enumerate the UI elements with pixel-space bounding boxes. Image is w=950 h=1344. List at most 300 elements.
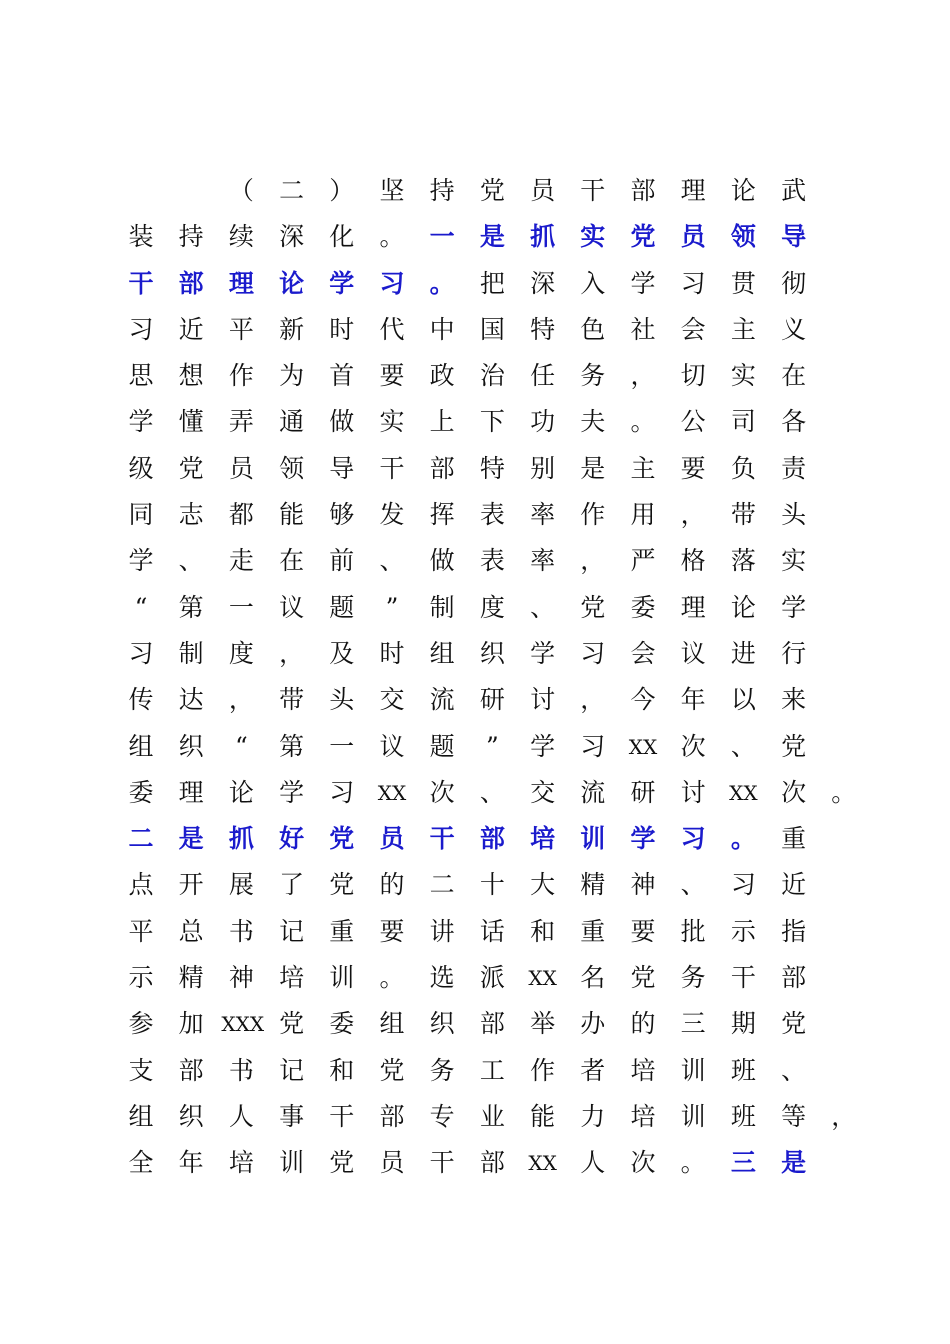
text-char: 干 [379,453,405,483]
text-char: 重 [580,916,606,946]
highlighted-char: 部 [178,268,204,298]
text-char: 示 [128,963,154,993]
text-char: 织 [429,1009,455,1039]
text-char: 年 [178,1148,204,1178]
text-char: 够 [329,500,355,530]
text-char: 落 [730,546,756,576]
text-char: 员 [228,453,254,483]
text-char: 制 [429,592,455,622]
text-char: 习 [680,268,706,298]
text-char: 示 [730,916,756,946]
text-char: 二 [279,176,305,205]
text-char: 习 [128,314,154,344]
text-char: 为 [279,361,305,391]
text-char: 训 [279,1148,305,1178]
highlighted-char: 训 [580,824,606,854]
text-char: 格 [680,546,706,576]
highlighted-char: 学 [630,824,656,854]
highlighted-char: 。 [730,824,756,854]
text-char: ， [680,500,706,530]
text-char: XX [528,966,557,991]
text-line [0,909,950,955]
text-char: 选 [429,963,455,993]
text-char: 大 [530,870,556,900]
text-char: 举 [530,1009,556,1039]
text-char: 组 [128,731,154,761]
text-char: 神 [630,870,656,900]
text-char: 事 [279,1101,305,1131]
text-char: 在 [279,546,305,576]
text-char: 领 [279,453,305,483]
text-char: 表 [479,546,505,576]
text-char: 三 [680,1009,706,1039]
text-char: ， [580,685,606,715]
text-char: 二 [429,870,455,900]
text-char: 一 [329,731,355,761]
text-char: 是 [580,453,606,483]
highlighted-char: 部 [479,824,505,854]
text-char: 主 [730,314,756,344]
text-char: 任 [530,361,556,391]
text-char: 进 [730,638,756,668]
text-char: 组 [379,1009,405,1039]
text-char: 名 [580,963,606,993]
text-char: “ [134,592,148,622]
text-char: 重 [781,824,807,854]
body-text [0,168,950,1187]
text-char: 想 [178,361,204,391]
text-line [0,770,950,816]
text-line [0,862,950,908]
text-char: 部 [479,1009,505,1039]
text-char: 实 [781,546,807,576]
text-char: 部 [479,1148,505,1178]
text-char: 中 [429,314,455,344]
text-char: 度 [228,638,254,668]
highlighted-char: 导 [781,222,807,252]
text-char: 开 [178,870,204,900]
text-char: 支 [128,1055,154,1085]
text-char: 党 [279,1009,305,1039]
text-char: 部 [429,453,455,483]
text-char: 作 [580,500,606,530]
text-char: 和 [329,1055,355,1085]
text-char: 、 [479,777,505,807]
text-line [0,955,950,1001]
highlighted-char: 实 [580,222,606,252]
text-char: 研 [479,685,505,715]
highlighted-char: 一 [429,222,455,252]
text-char: 表 [479,500,505,530]
text-char: 带 [730,500,756,530]
text-char: 织 [479,638,505,668]
text-char: 要 [680,453,706,483]
text-line [0,353,950,399]
text-char: 加 [178,1009,204,1039]
text-char: 能 [530,1101,556,1131]
text-char: 论 [730,176,756,205]
text-char: 精 [580,870,606,900]
text-char: 级 [128,453,154,483]
text-char: 今 [630,685,656,715]
text-char: 论 [228,777,254,807]
text-char: 务 [580,361,606,391]
text-char: 、 [379,546,405,576]
text-char: 时 [329,314,355,344]
text-char: 讲 [429,916,455,946]
text-char: 交 [379,685,405,715]
text-char: 行 [781,638,807,668]
text-char: 时 [379,638,405,668]
text-char: 深 [279,222,305,252]
text-char: 干 [580,176,606,205]
text-char: 批 [680,916,706,946]
text-char: 员 [379,1148,405,1178]
text-char: XX [377,780,407,805]
text-char: “ [235,731,248,761]
highlighted-char: 二 [128,824,154,854]
text-char: 懂 [178,407,204,437]
text-line [0,399,950,445]
text-char: ” [486,731,499,761]
text-line [0,724,950,770]
text-char: （ [228,176,254,205]
text-char: 。 [379,222,405,252]
text-char: 班 [730,1055,756,1085]
text-char: 持 [178,222,204,252]
text-char: 作 [530,1055,556,1085]
text-char: 神 [228,963,254,993]
text-char: 公 [680,407,706,437]
text-char: 书 [228,1055,254,1085]
text-char: 织 [178,731,204,761]
text-char: 政 [429,361,455,391]
text-char: 近 [178,314,204,344]
text-char: 下 [479,407,505,437]
text-char: 各 [781,407,807,437]
text-char: 组 [429,638,455,668]
text-char: 部 [781,963,807,993]
text-char: 次 [680,731,706,761]
text-char: 实 [730,361,756,391]
highlighted-char: 学 [329,268,355,298]
text-char: ” [385,592,399,622]
text-char: 委 [630,592,656,622]
text-char: 了 [279,870,305,900]
highlighted-char: 习 [379,268,405,298]
text-char: 党 [178,453,204,483]
text-char: 用 [630,500,656,530]
text-char: 培 [630,1101,656,1131]
text-char: 次 [429,777,455,807]
text-line [0,168,950,214]
highlighted-char: 好 [279,824,305,854]
text-char: 学 [530,638,556,668]
text-char: 题 [329,592,355,622]
text-char: 近 [781,870,807,900]
text-char: 挥 [429,500,455,530]
text-char: 干 [730,963,756,993]
text-char: XX [528,1151,557,1176]
text-line [0,1140,950,1186]
text-char: XX [628,734,658,759]
text-char: 部 [178,1055,204,1085]
text-char: 带 [279,685,305,715]
text-char: 率 [530,546,556,576]
text-char: 精 [178,963,204,993]
text-char: 党 [479,176,505,205]
text-char: 。 [680,1148,706,1178]
highlighted-char: 员 [379,824,405,854]
text-char: 志 [178,500,204,530]
text-char: 持 [429,176,455,205]
text-char: 习 [329,777,355,807]
text-char: 论 [730,592,756,622]
text-char: 的 [630,1009,656,1039]
text-char: 在 [781,361,807,391]
text-char: 切 [680,361,706,391]
text-char: 弄 [228,407,254,437]
text-char: 议 [680,638,706,668]
text-char: 学 [630,268,656,298]
highlighted-char: 干 [128,268,154,298]
text-char: 会 [630,638,656,668]
text-char: 平 [128,916,154,946]
text-char: 研 [630,777,656,807]
text-char: 委 [128,777,154,807]
text-char: 议 [379,731,405,761]
text-line [0,585,950,631]
text-char: 总 [178,916,204,946]
text-char: 学 [279,777,305,807]
text-char: 指 [781,916,807,946]
text-char: 训 [680,1055,706,1085]
highlighted-char: 党 [329,824,355,854]
text-char: 展 [228,870,254,900]
text-line [0,214,950,260]
text-char: 达 [178,685,204,715]
text-char: 业 [479,1101,505,1131]
text-char: 及 [329,638,355,668]
text-line [0,492,950,538]
text-line [0,1094,950,1140]
text-char: 话 [479,916,505,946]
text-char: 来 [781,685,807,715]
text-char: 训 [329,963,355,993]
text-line [0,307,950,353]
text-char: 走 [228,546,254,576]
text-char: 党 [329,870,355,900]
text-char: 参 [128,1009,154,1039]
text-char: 学 [530,731,556,761]
text-char: 续 [228,222,254,252]
text-char: 思 [128,361,154,391]
text-char: 负 [730,453,756,483]
text-line [0,1001,950,1047]
text-char: 做 [329,407,355,437]
text-char: 年 [680,685,706,715]
text-line [0,1048,950,1094]
text-char: 党 [781,731,807,761]
highlighted-char: 培 [530,824,556,854]
text-char: 议 [279,592,305,622]
highlighted-char: 三 [730,1148,756,1178]
text-char: 派 [479,963,505,993]
text-char: 点 [128,870,154,900]
text-char: 、 [178,546,204,576]
text-char: 义 [781,314,807,344]
text-char: 培 [228,1148,254,1178]
text-char: 别 [530,453,556,483]
text-char: 主 [630,453,656,483]
text-char: 学 [128,407,154,437]
text-char: 培 [630,1055,656,1085]
text-char: 做 [429,546,455,576]
text-char: 务 [680,963,706,993]
text-char: 十 [479,870,505,900]
text-char: 党 [379,1055,405,1085]
text-char: 作 [228,361,254,391]
text-line [0,538,950,584]
highlighted-char: 理 [228,268,254,298]
text-char: 导 [329,453,355,483]
text-char: ） [329,176,355,205]
text-char: 会 [680,314,706,344]
text-char: 一 [228,592,254,622]
text-char: 训 [680,1101,706,1131]
text-char: 干 [329,1101,355,1131]
text-char: 的 [379,870,405,900]
text-char: 记 [279,1055,305,1085]
text-char: 织 [178,1101,204,1131]
highlighted-char: 领 [730,222,756,252]
text-char: 力 [580,1101,606,1131]
text-char: 党 [580,592,606,622]
text-char: 党 [329,1148,355,1178]
text-char: 同 [128,500,154,530]
text-char: 员 [530,176,556,205]
text-char: 责 [781,453,807,483]
text-char: 理 [680,176,706,205]
text-char: 部 [379,1101,405,1131]
text-char: 司 [730,407,756,437]
text-char: 化 [329,222,355,252]
highlighted-char: 抓 [530,222,556,252]
text-char: 传 [128,685,154,715]
text-char: 通 [279,407,305,437]
highlighted-char: 习 [680,824,706,854]
text-char: 党 [630,963,656,993]
text-char: 代 [379,314,405,344]
text-char: 习 [128,638,154,668]
text-char: 第 [178,592,204,622]
text-char: 期 [730,1009,756,1039]
text-line [0,446,950,492]
text-char: 讨 [530,685,556,715]
text-char: XX [729,780,758,805]
text-char: 党 [781,1009,807,1039]
text-char: 实 [379,407,405,437]
text-char: 平 [228,314,254,344]
text-char: 干 [429,1148,455,1178]
text-char: 、 [781,1055,807,1085]
text-char: 率 [530,500,556,530]
text-char: 彻 [781,268,807,298]
text-char: 色 [580,314,606,344]
text-char: 习 [730,870,756,900]
text-char: 学 [781,592,807,622]
highlighted-char: 党 [630,222,656,252]
text-char: 次 [781,777,807,807]
text-char: 。 [379,963,405,993]
text-char: 。 [630,407,656,437]
text-char: 办 [580,1009,606,1039]
text-char: 头 [329,685,355,715]
text-char: 工 [479,1055,505,1085]
highlighted-char: 论 [279,268,305,298]
highlighted-char: 员 [680,222,706,252]
text-char: 前 [329,546,355,576]
text-char: 习 [580,731,606,761]
highlighted-char: 是 [479,222,505,252]
text-line [0,816,950,862]
text-char: 理 [178,777,204,807]
text-char: 把 [479,268,505,298]
text-char: 者 [580,1055,606,1085]
text-char: 题 [429,731,455,761]
highlighted-char: 是 [781,1148,807,1178]
text-char: 新 [279,314,305,344]
text-char: 、 [730,731,756,761]
text-char: ， [228,685,254,715]
highlighted-char: 。 [429,268,455,298]
text-char: 次 [630,1148,656,1178]
text-char: 部 [630,176,656,205]
text-char: 习 [580,638,606,668]
text-char: 交 [530,777,556,807]
text-char: 特 [479,453,505,483]
text-char: 装 [128,222,154,252]
text-char: 深 [530,268,556,298]
text-line [0,677,950,723]
text-char: 。 [831,777,857,807]
text-char: 要 [379,361,405,391]
highlighted-char: 抓 [228,824,254,854]
text-char: 班 [730,1101,756,1131]
text-char: 组 [128,1101,154,1131]
text-char: 制 [178,638,204,668]
text-char: 记 [279,916,305,946]
text-char: ， [279,638,305,668]
text-char: 委 [329,1009,355,1039]
text-char: XXX [221,1012,265,1037]
text-char: 特 [530,314,556,344]
text-line [0,261,950,307]
text-char: 流 [429,685,455,715]
text-char: 、 [680,870,706,900]
text-char: 坚 [379,176,405,205]
text-char: 要 [379,916,405,946]
text-char: 务 [429,1055,455,1085]
text-char: 人 [580,1148,606,1178]
text-char: 流 [580,777,606,807]
text-char: 书 [228,916,254,946]
text-char: 夫 [580,407,606,437]
text-char: 社 [630,314,656,344]
text-char: ， [580,546,606,576]
text-char: 理 [680,592,706,622]
text-char: 第 [279,731,305,761]
